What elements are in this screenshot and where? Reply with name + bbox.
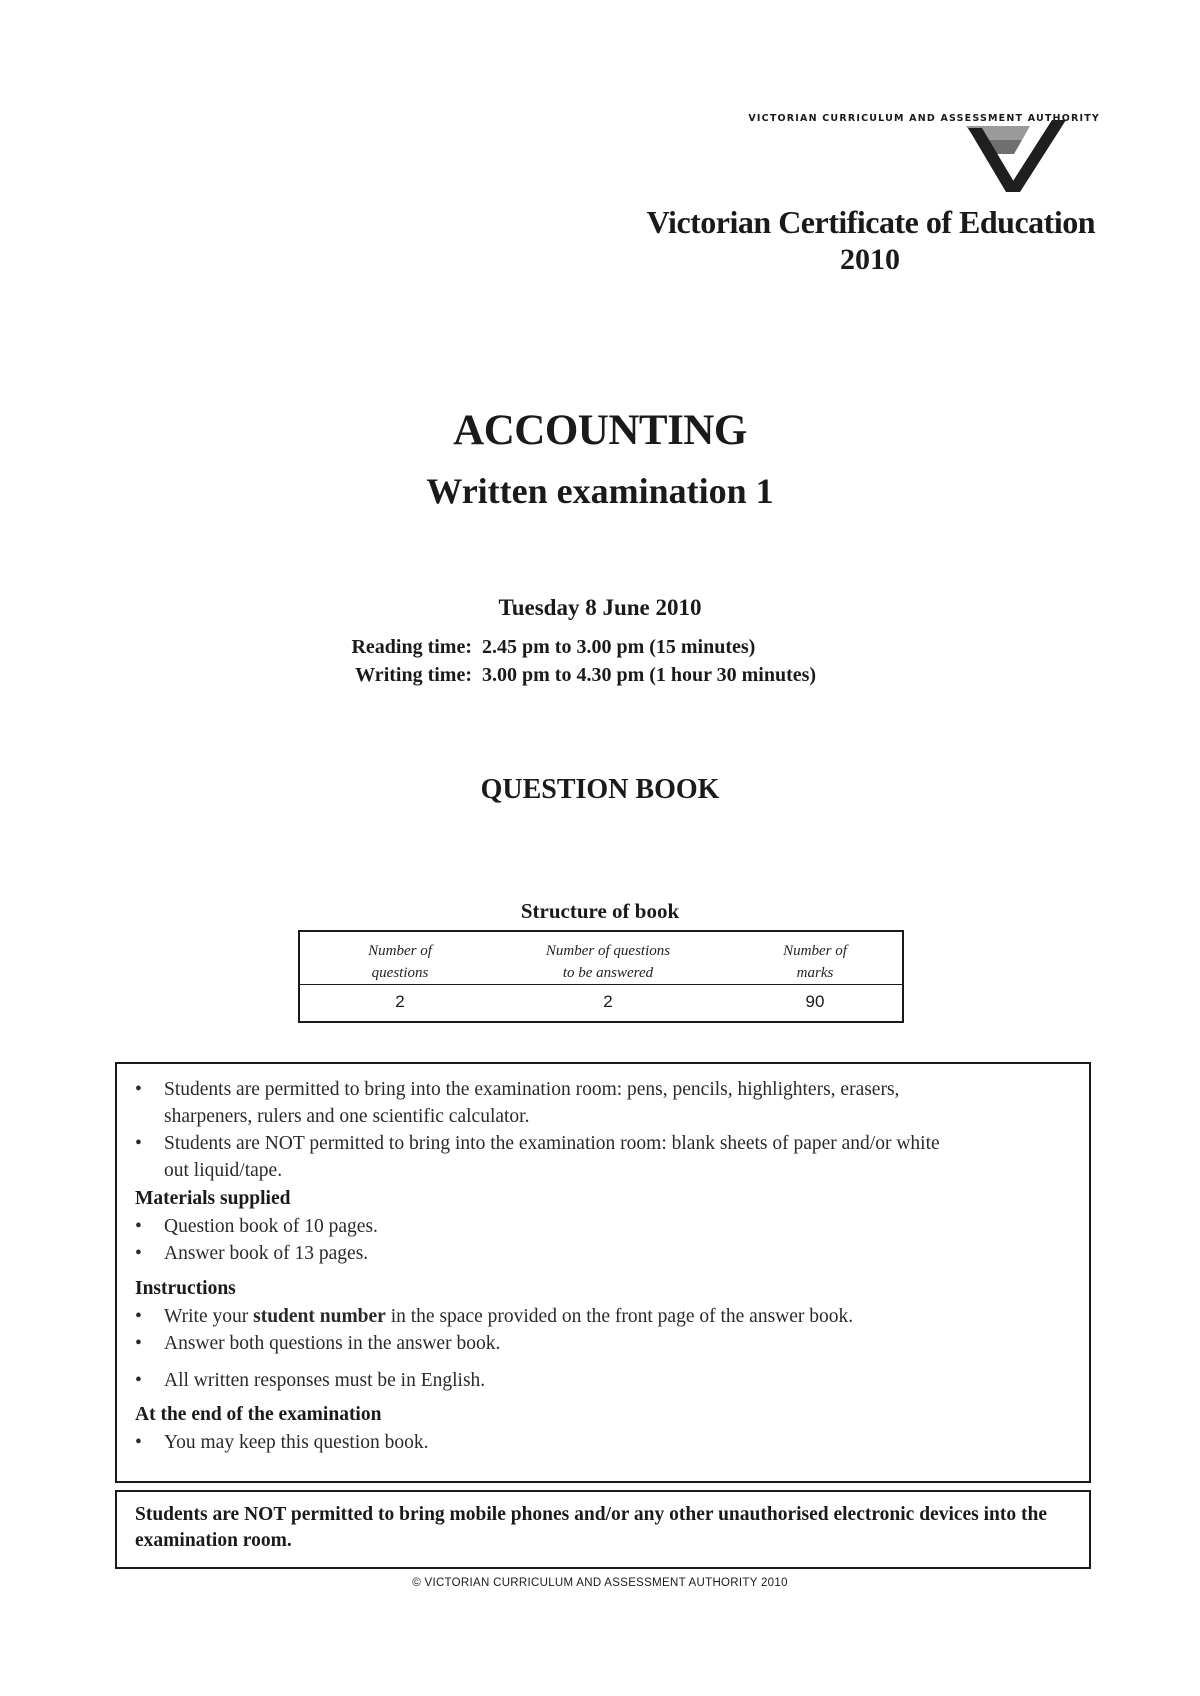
table-header-questions: Number of questions: [368, 943, 432, 981]
table-header-marks: Number of marks: [783, 943, 847, 981]
instructions-box: [115, 1062, 1091, 1483]
list-item: • Write your student number in the space provided on the front page of the answer book.: [135, 1303, 853, 1330]
student-number-emphasis: student number: [253, 1306, 386, 1327]
table-cell-marks: 90: [805, 992, 825, 1011]
reading-time-value: 2.45 pm to 3.00 pm (15 minutes): [482, 636, 756, 658]
vcaa-check-mark-icon: [966, 120, 1096, 200]
writing-time-label: Writing time:: [355, 664, 472, 686]
structure-title: Structure of book: [520, 899, 680, 923]
bullet-icon: •: [135, 1133, 142, 1154]
bullet-icon: •: [135, 1370, 142, 1391]
list-item: • All written responses must be in English.: [135, 1367, 485, 1394]
bullet-icon: •: [135, 1306, 142, 1327]
list-item: • Students are permitted to bring into the examination room: pens, pencils, highlighters, erasers, sharpeners, rulers and one scientific calculator.: [135, 1076, 899, 1130]
reading-time-label: Reading time:: [351, 636, 472, 658]
instructions-heading: Instructions: [135, 1278, 236, 1299]
certificate-year: 2010: [840, 243, 900, 276]
table-cell-answered: 2: [603, 992, 613, 1011]
warning-text: Students are NOT permitted to bring mobile phones and/or any other unauthorised electronic devices into the examination room.: [135, 1504, 1048, 1551]
writing-time-row: [0, 664, 1200, 690]
bullet-icon: •: [135, 1216, 142, 1237]
bullet-icon: •: [135, 1079, 142, 1100]
list-item: • You may keep this question book.: [135, 1429, 429, 1456]
structure-table: [298, 930, 904, 1023]
table-cell-questions: 2: [395, 992, 405, 1011]
end-of-exam-heading: At the end of the examination: [135, 1404, 382, 1425]
list-item: • Answer book of 13 pages.: [135, 1240, 368, 1267]
subject-title: ACCOUNTING: [453, 407, 747, 454]
certificate-title: Victorian Certificate of Education: [646, 204, 1095, 240]
bullet-icon: •: [135, 1432, 142, 1453]
table-divider: [300, 984, 902, 985]
bullet-icon: •: [135, 1243, 142, 1264]
list-item: • Students are NOT permitted to bring into the examination room: blank sheets of paper and/or white out liquid/tape.: [135, 1130, 940, 1184]
list-item: • Answer both questions in the answer book.: [135, 1330, 500, 1357]
mobile-phone-warning-box: [115, 1490, 1091, 1569]
paper-title: Written examination 1: [426, 471, 774, 511]
bullet-icon: •: [135, 1333, 142, 1354]
materials-heading: Materials supplied: [135, 1188, 291, 1209]
copyright-notice: © VICTORIAN CURRICULUM AND ASSESSMENT AUTHORITY 2010: [412, 1577, 788, 1589]
book-type-title: QUESTION BOOK: [480, 774, 720, 805]
list-item: • Question book of 10 pages.: [135, 1213, 378, 1240]
vcaa-logo-text: VICTORIAN CURRICULUM AND ASSESSMENT AUTHORITY: [748, 113, 1100, 124]
writing-time-value: 3.00 pm to 4.30 pm (1 hour 30 minutes): [482, 664, 817, 686]
table-header-answered: Number of questions to be answered: [545, 943, 671, 981]
exam-date: Tuesday 8 June 2010: [498, 595, 702, 620]
reading-time-row: [0, 636, 1200, 662]
